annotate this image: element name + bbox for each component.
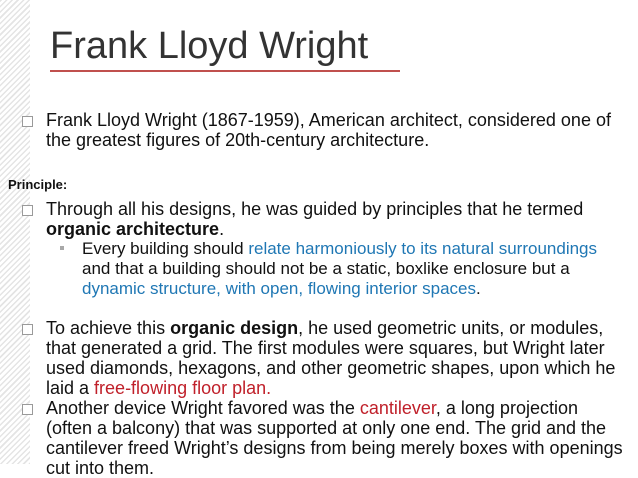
square-bullet-icon <box>22 116 33 127</box>
sub1-mid: and that a building should not be a static, boxlike enclosure but a <box>82 259 570 278</box>
decorative-stripe <box>0 0 30 464</box>
bullet-cantilever <box>46 398 626 478</box>
small-square-bullet-icon <box>60 246 64 250</box>
sub1-blue2: dynamic structure, with open, flowing interior spaces <box>82 279 477 298</box>
sub-bullet-building <box>82 239 602 299</box>
bullet3-post: , a long projection (often a balcony) that was supported at only one end. The grid and the cantilever freed Wright’s designs from being merely boxes with openings cut into them. <box>46 398 623 478</box>
sub1-blue1: relate harmoniously to its natural surroundings <box>248 239 598 258</box>
bullet-organic-architecture <box>46 199 616 239</box>
bullet2-bold: organic design <box>170 318 299 338</box>
bullet3-pre: Another device Wright favored was the <box>46 398 360 418</box>
bullet2-red: free-flowing floor plan. <box>94 378 272 398</box>
intro-text-span: Frank Lloyd Wright (1867-1959), American architect, considered one of the greatest figures of 20th-century architecture. <box>46 110 611 150</box>
bullet1-post: . <box>219 219 225 239</box>
bullet3-red: cantilever <box>359 398 436 418</box>
sub1-post: . <box>476 279 481 298</box>
sub1-pre: Every building should <box>82 239 249 258</box>
bullet-organic-design <box>46 318 626 398</box>
intro-text <box>46 110 616 150</box>
principle-label: Principle: <box>8 177 68 192</box>
bullet2-mid: , he used geometric units, or modules, that generated a grid. The first modules were squares, but Wright later used diamonds, hexagons, and other geometric shapes, upon which he laid a <box>46 318 616 398</box>
square-bullet-icon <box>22 324 33 335</box>
bullet1-bold: organic architecture <box>46 219 220 239</box>
bullet2-pre: To achieve this <box>46 318 171 338</box>
bullet1-pre: Through all his designs, he was guided by principles that he termed <box>46 199 584 219</box>
square-bullet-icon <box>22 404 33 415</box>
title-underline <box>50 70 400 72</box>
square-bullet-icon <box>22 205 33 216</box>
slide-title: Frank Lloyd Wright <box>50 25 369 67</box>
